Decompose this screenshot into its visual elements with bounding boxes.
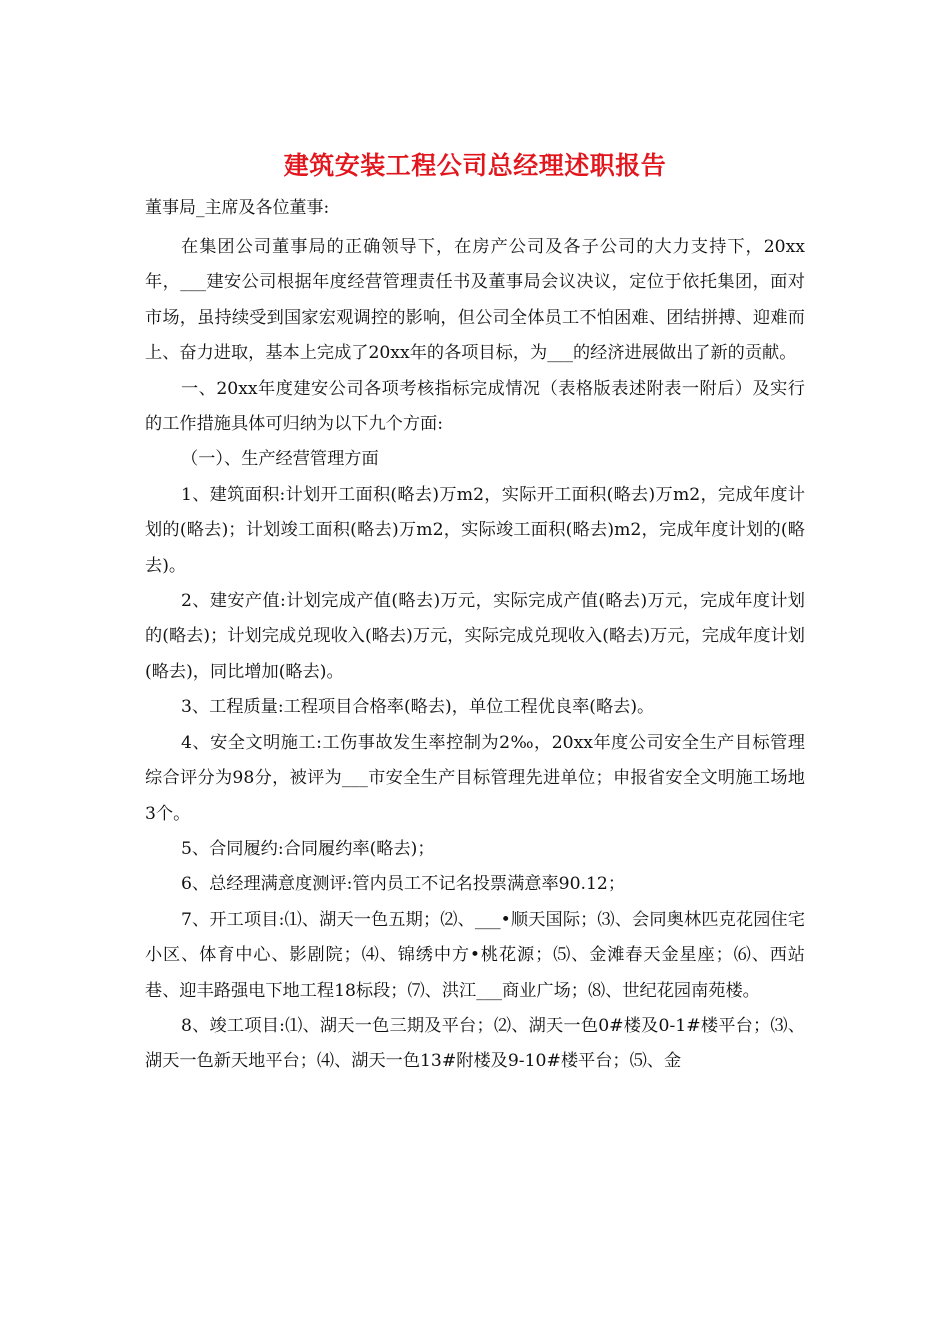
paragraph-intro: 在集团公司董事局的正确领导下，在房产公司及各子公司的大力支持下，20xx年，___建安公司根据年度经营管理责任书及董事局会议决议，定位于依托集团，面对市场，虽持续受到国家宏观调控的影响，但公司全体员工不怕困难、团结拼搏、迎难而上、奋力进取，基本上完成了20xx年的各项目标，为___的经济进展做出了新的贡献。: [145, 237, 805, 364]
paragraph-item-1: 1、建筑面积:计划开工面积(略去)万m2，实际开工面积(略去)万m2，完成年度计划的(略去)；计划竣工面积(略去)万m2，实际竣工面积(略去)m2，完成年度计划的(略去)。: [145, 484, 805, 576]
paragraph-item-4: 4、安全文明施工:工伤事故发生率控制为2‰，20xx年度公司安全生产目标管理综合评分为98分，被评为___市安全生产目标管理先进单位；申报省安全文明施工场地3个。: [145, 732, 805, 824]
paragraph-subsection-heading: （一）、生产经营管理方面: [181, 449, 379, 470]
paragraph-item-2: 2、建安产值:计划完成产值(略去)万元，实际完成产值(略去)万元，完成年度计划的(略去)；计划完成兑现收入(略去)万元，实际完成兑现收入(略去)万元，完成年度计划(略去)，同比增加(略去)。: [145, 591, 805, 682]
paragraph-item-6: 6、总经理满意度测评:管内员工不记名投票满意率90.12；: [181, 874, 626, 895]
document-body: [145, 230, 805, 1080]
paragraph-item-3: 3、工程质量:工程项目合格率(略去)，单位工程优良率(略去)。: [181, 697, 655, 718]
document-title: 建筑安装工程公司总经理述职报告: [283, 151, 667, 180]
salutation: 董事局_主席及各位董事:: [145, 198, 330, 218]
paragraph-section-one: 一、20xx年度建安公司各项考核指标完成情况（表格版表述附表一附后）及实行的工作措施具体可归纳为以下九个方面:: [145, 378, 805, 435]
paragraph-item-8: 8、竣工项目:⑴、湖天一色三期及平台；⑵、湖天一色0#楼及0-1#楼平台；⑶、湖天一色新天地平台；⑷、湖天一色13#附楼及9-10#楼平台；⑸、金: [145, 1015, 805, 1072]
paragraph-item-5: 5、合同履约:合同履约率(略去)；: [181, 838, 435, 859]
paragraph-item-7: 7、开工项目:⑴、湖天一色五期；⑵、___•顺天国际；⑶、会同奥林匹克花园住宅小区、体育中心、影剧院；⑷、锦绣中方•桃花源；⑸、金滩春天金星座；⑹、西站巷、迎丰路强电下地工程18标段；⑺、洪江___商业广场；⑻、世纪花园南苑楼。: [145, 909, 805, 1001]
